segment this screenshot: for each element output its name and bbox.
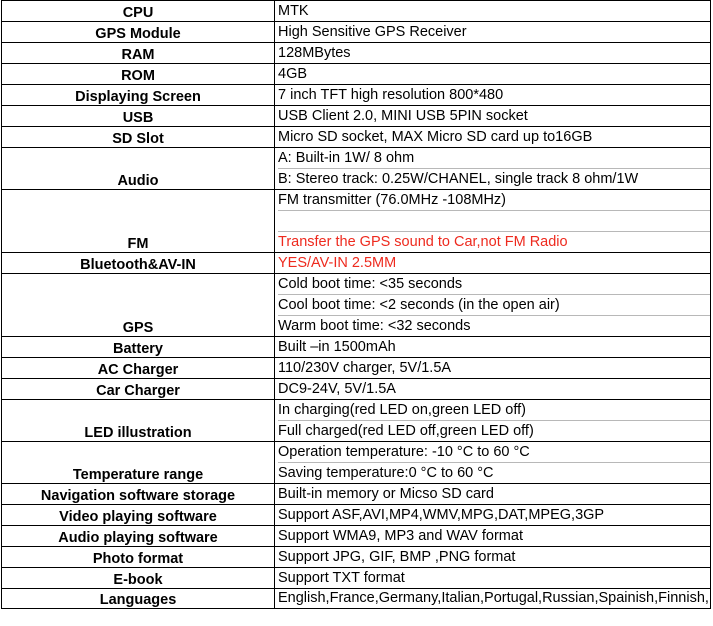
spec-label: Languages bbox=[2, 589, 275, 609]
spec-label: Car Charger bbox=[2, 379, 275, 400]
spec-value bbox=[275, 85, 711, 106]
spec-value bbox=[275, 190, 711, 253]
value-line-highlight: YES/AV-IN 2.5MM bbox=[278, 255, 397, 271]
value-line: A: Built-in 1W/ 8 ohm bbox=[278, 148, 710, 169]
row-rom bbox=[2, 64, 711, 85]
spec-value bbox=[275, 127, 711, 148]
row-e-book bbox=[2, 568, 711, 589]
value-line: Cold boot time: <35 seconds bbox=[278, 274, 710, 295]
row-battery bbox=[2, 337, 711, 358]
spec-value bbox=[275, 589, 711, 609]
value-line: 4GB bbox=[278, 66, 308, 82]
row-bluetooth-av-in bbox=[2, 253, 711, 274]
spec-value bbox=[275, 400, 711, 442]
value-line: Support ASF,AVI,MP4,WMV,MPG,DAT,MPEG,3GP bbox=[278, 507, 605, 523]
value-line: DC9-24V, 5V/1.5A bbox=[278, 381, 396, 397]
value-line: B: Stereo track: 0.25W/CHANEL, single track 8 ohm/1W bbox=[278, 171, 639, 187]
spec-value bbox=[275, 358, 711, 379]
row-audio bbox=[2, 148, 711, 190]
spec-label: GPS bbox=[2, 274, 275, 337]
value-line: Support JPG, GIF, BMP ,PNG format bbox=[278, 549, 516, 565]
value-line: English,France,Germany,Italian,Portugal,Russian,Spainish,Finnish, bbox=[278, 590, 709, 606]
spec-label: Video playing software bbox=[2, 505, 275, 526]
row-video-playing-software bbox=[2, 505, 711, 526]
spec-label: Audio bbox=[2, 148, 275, 190]
row-languages bbox=[2, 589, 711, 609]
row-led-illustration bbox=[2, 400, 711, 442]
value-line: 7 inch TFT high resolution 800*480 bbox=[278, 87, 504, 103]
spec-label: Navigation software storage bbox=[2, 484, 275, 505]
spec-value bbox=[275, 337, 711, 358]
spec-value bbox=[275, 1, 711, 22]
spec-label: GPS Module bbox=[2, 22, 275, 43]
row-gps bbox=[2, 274, 711, 337]
spec-value bbox=[275, 442, 711, 484]
row-fm bbox=[2, 190, 711, 253]
value-line: Operation temperature: -10 °C to 60 °C bbox=[278, 442, 710, 463]
spec-label: E-book bbox=[2, 568, 275, 589]
row-cpu bbox=[2, 1, 711, 22]
spec-label: Audio playing software bbox=[2, 526, 275, 547]
value-line: High Sensitive GPS Receiver bbox=[278, 24, 467, 40]
value-line-highlight: Transfer the GPS sound to Car,not FM Radio bbox=[278, 234, 568, 250]
value-line: In charging(red LED on,green LED off) bbox=[278, 400, 710, 421]
row-sd-slot bbox=[2, 127, 711, 148]
value-line: Micro SD socket, MAX Micro SD card up to16GB bbox=[278, 129, 593, 145]
row-temperature-range bbox=[2, 442, 711, 484]
row-audio-playing-software bbox=[2, 526, 711, 547]
value-line: Support TXT format bbox=[278, 570, 405, 586]
spec-label: AC Charger bbox=[2, 358, 275, 379]
value-line: Built –in 1500mAh bbox=[278, 339, 396, 355]
value-line: Support WMA9, MP3 and WAV format bbox=[278, 528, 523, 544]
spec-label: Bluetooth&AV-IN bbox=[2, 253, 275, 274]
spec-value bbox=[275, 64, 711, 85]
spec-value bbox=[275, 106, 711, 127]
row-navigation-software-storage bbox=[2, 484, 711, 505]
row-car-charger bbox=[2, 379, 711, 400]
spec-value bbox=[275, 22, 711, 43]
value-line: Full charged(red LED off,green LED off) bbox=[278, 423, 534, 439]
spec-value bbox=[275, 547, 711, 568]
spec-value bbox=[275, 379, 711, 400]
row-photo-format bbox=[2, 547, 711, 568]
value-line: Saving temperature:0 °C to 60 °C bbox=[278, 465, 494, 481]
row-ac-charger bbox=[2, 358, 711, 379]
value-line: 110/230V charger, 5V/1.5A bbox=[278, 360, 452, 376]
row-ram bbox=[2, 43, 711, 64]
value-line: Warm boot time: <32 seconds bbox=[278, 318, 471, 334]
spec-value bbox=[275, 148, 711, 190]
spec-value bbox=[275, 43, 711, 64]
spec-table bbox=[1, 0, 711, 609]
spec-value bbox=[275, 484, 711, 505]
spec-label: USB bbox=[2, 106, 275, 127]
row-displaying-screen bbox=[2, 85, 711, 106]
spec-label: SD Slot bbox=[2, 127, 275, 148]
value-line: USB Client 2.0, MINI USB 5PIN socket bbox=[278, 108, 528, 124]
value-line: Cool boot time: <2 seconds (in the open air) bbox=[278, 295, 710, 316]
row-usb bbox=[2, 106, 711, 127]
spec-value bbox=[275, 568, 711, 589]
spec-label: RAM bbox=[2, 43, 275, 64]
value-line: MTK bbox=[278, 3, 309, 19]
spec-label: Photo format bbox=[2, 547, 275, 568]
spec-label: Displaying Screen bbox=[2, 85, 275, 106]
spec-label: Battery bbox=[2, 337, 275, 358]
spec-value bbox=[275, 505, 711, 526]
value-line-empty bbox=[278, 211, 710, 232]
spec-value bbox=[275, 253, 711, 274]
value-line: Built-in memory or Micso SD card bbox=[278, 486, 494, 502]
spec-label: LED illustration bbox=[2, 400, 275, 442]
spec-value bbox=[275, 526, 711, 547]
spec-value bbox=[275, 274, 711, 337]
spec-label: CPU bbox=[2, 1, 275, 22]
spec-label: Temperature range bbox=[2, 442, 275, 484]
spec-label: ROM bbox=[2, 64, 275, 85]
row-gps-module bbox=[2, 22, 711, 43]
value-line: 128MBytes bbox=[278, 45, 351, 61]
spec-label: FM bbox=[2, 190, 275, 253]
value-line: FM transmitter (76.0MHz -108MHz) bbox=[278, 190, 710, 211]
